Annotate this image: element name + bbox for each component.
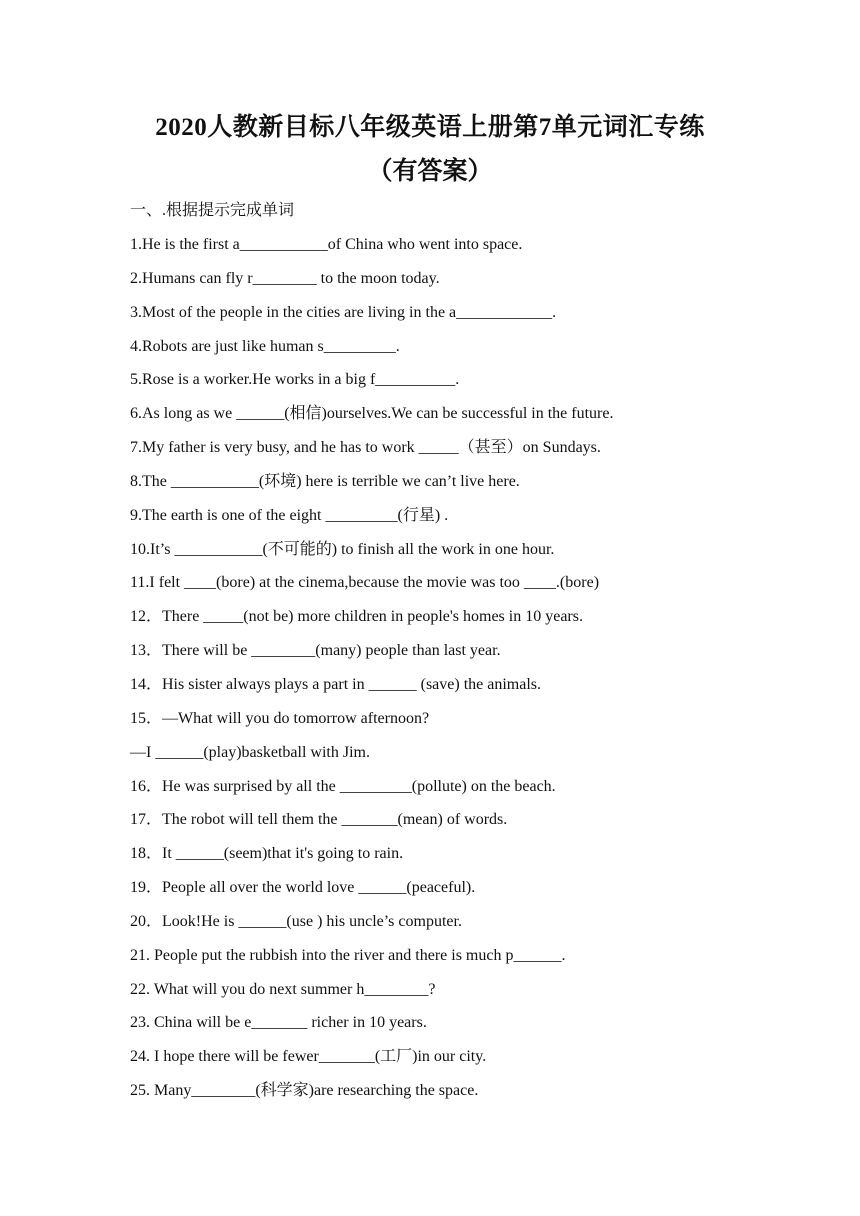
exercise-item: 6.As long as we ______(相信)ourselves.We can be successful in the future.: [130, 405, 614, 423]
exercise-item: 8.The ___________(环境) here is terrible we can’t live here.: [130, 472, 520, 490]
section-heading: 一、.根据提示完成单词: [130, 202, 295, 219]
exercise-item: 17．The robot will tell them the _______(mean) of words.: [130, 811, 508, 829]
exercise-item: 1.He is the first a___________of China who went into space.: [130, 236, 523, 253]
exercise-item: 25. Many________(科学家)are researching the space.: [130, 1082, 479, 1100]
exercise-item: 3.Most of the people in the cities are living in the a____________.: [130, 303, 557, 321]
document-title: 2020人教新目标八年级英语上册第7单元词汇专练: [155, 114, 705, 141]
exercise-item: —I ______(play)basketball with Jim.: [130, 743, 370, 761]
exercise-item: 15．—What will you do tomorrow afternoon?: [130, 709, 430, 727]
exercise-item: 22. What will you do next summer h________?: [130, 980, 436, 998]
exercise-list: [130, 234, 810, 1114]
exercise-item: 24. I hope there will be fewer_______(工厂)in our city.: [130, 1048, 487, 1066]
exercise-item: 12．There _____(not be) more children in people's homes in 10 years.: [130, 608, 583, 626]
exercise-item: 19．People all over the world love ______(peaceful).: [130, 879, 476, 897]
exercise-item: 14．His sister always plays a part in ______ (save) the animals.: [130, 675, 542, 693]
exercise-item: 21. People put the rubbish into the river and there is much p______.: [130, 946, 566, 964]
exercise-item: 16．He was surprised by all the _________(pollute) on the beach.: [130, 777, 556, 795]
document-subtitle: （有答案）: [367, 158, 493, 185]
exercise-item: 5.Rose is a worker.He works in a big f__________.: [130, 371, 460, 389]
exercise-item: 11.I felt ____(bore) at the cinema,because the movie was too ____.(bore): [130, 574, 600, 592]
exercise-item: 20．Look!He is ______(use ) his uncle’s computer.: [130, 912, 462, 930]
exercise-item: 18．It ______(seem)that it's going to rain.: [130, 845, 404, 863]
exercise-item: 4.Robots are just like human s_________.: [130, 337, 400, 355]
exercise-item: 9.The earth is one of the eight _________(行星) .: [130, 506, 449, 524]
exercise-item: 13．There will be ________(many) people than last year.: [130, 642, 501, 660]
exercise-item: 2.Humans can fly r________ to the moon today.: [130, 269, 440, 287]
exercise-item: 23. China will be e_______ richer in 10 years.: [130, 1014, 427, 1032]
exercise-item: 10.It’s ___________(不可能的) to finish all the work in one hour.: [130, 540, 555, 558]
exercise-item: 7.My father is very busy, and he has to work _____（甚至）on Sundays.: [130, 439, 601, 457]
